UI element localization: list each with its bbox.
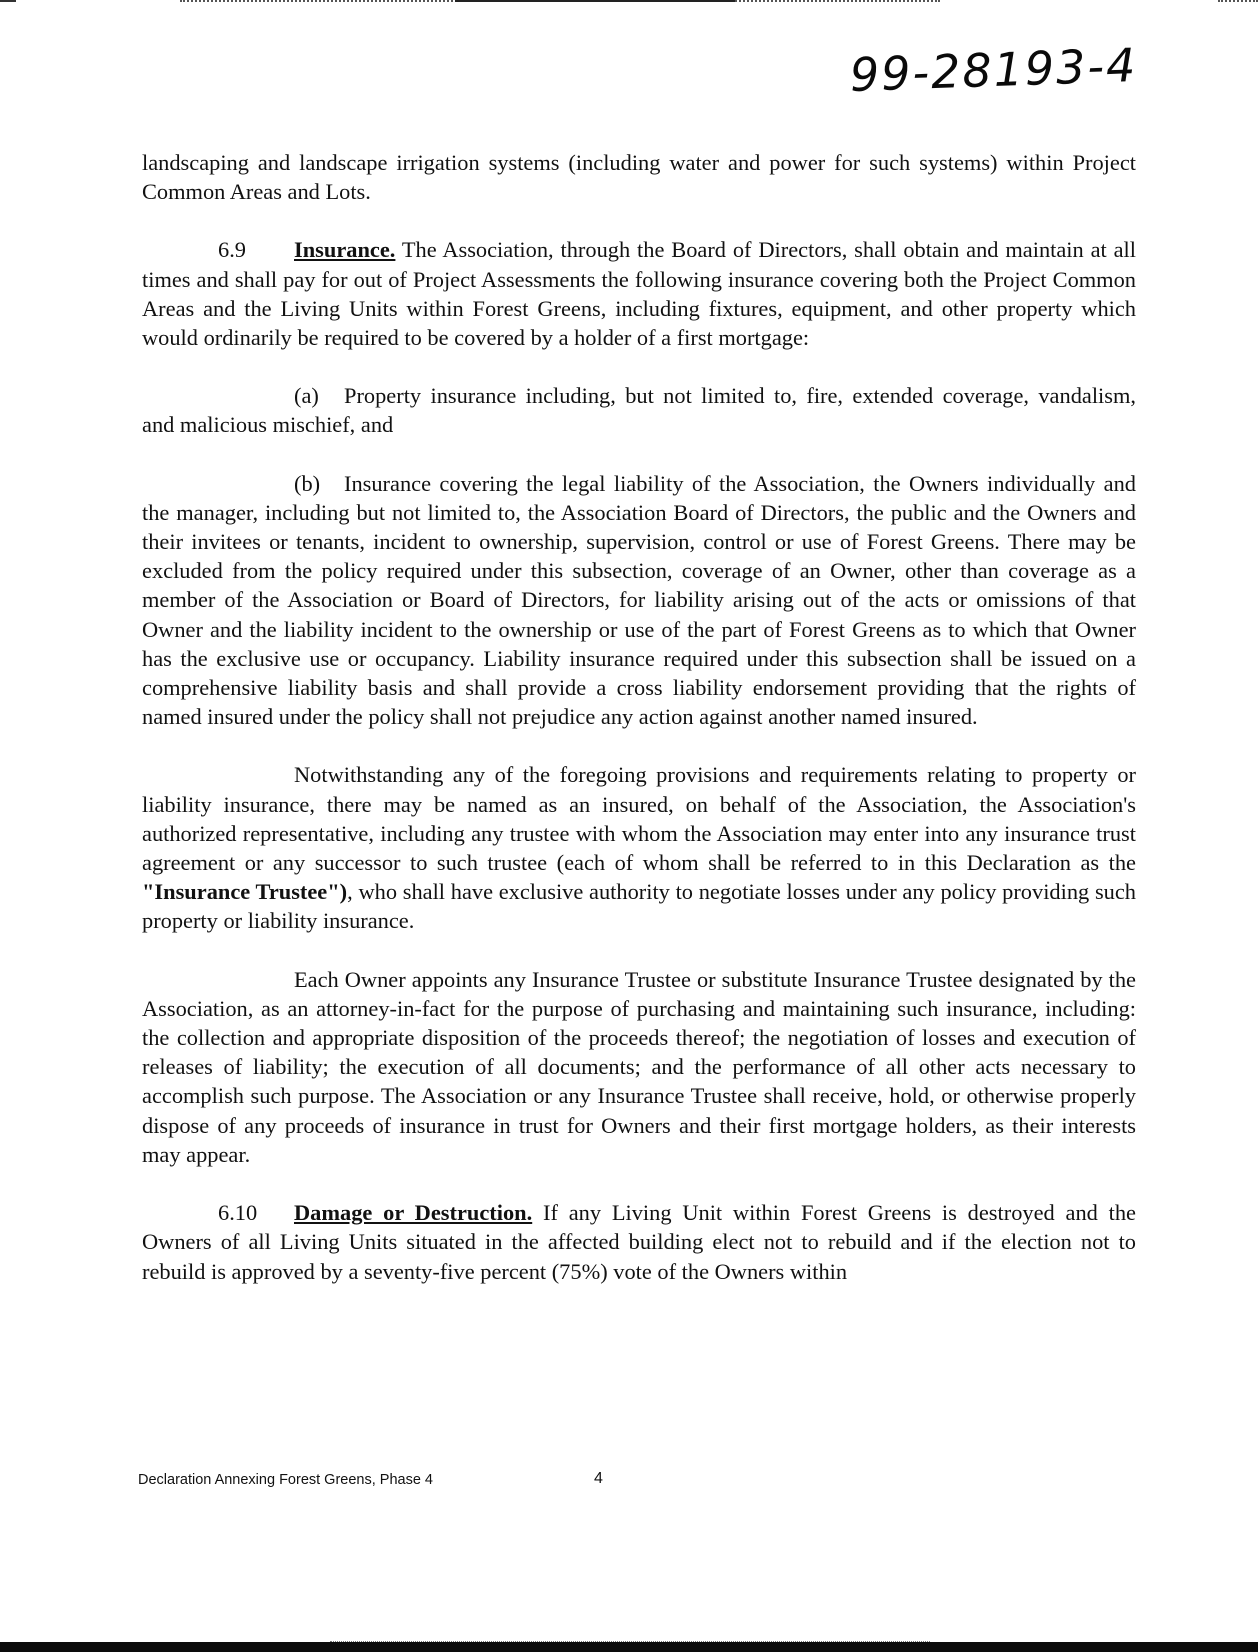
subsection-a — [142, 381, 1136, 439]
scan-edge-bar-bottom — [0, 1642, 1258, 1652]
footer-document-title: Declaration Annexing Forest Greens, Phase 4 — [138, 1472, 433, 1488]
subsection-b-text: Insurance covering the legal liability of the Association, the Owners individually and the manager, including but not limited to, the Association Board of Directors, the public and the Owners and their invitees or tenants, incident to ownership, supervision, control or use of Forest Greens. There may be excluded from the policy required under this subsection, coverage of an Owner, other than coverage as a member of the Association or Board of Directors, for liability arising out of the acts or omissions of that Owner and the liability incident to the ownership or use of the part of Forest Greens as to which that Owner has the exclusive use or occupancy. Liability insurance required under this subsection shall be issued on a comprehensive liability basis and shall provide a cross liability endorsement providing that the rights of named insured under the policy shall not prejudice any action against another named insured. — [142, 470, 1136, 730]
section-heading-damage-or-destruction: Damage or Destruction. — [294, 1200, 533, 1226]
scan-edge-line-top-solid — [455, 0, 735, 2]
subsection-label-a: (a) — [294, 383, 319, 409]
section-heading-insurance: Insurance. — [294, 237, 396, 263]
section-number: 6.9 — [218, 237, 246, 263]
trustee-paragraph-text-start: Notwithstanding any of the foregoing provisions and requirements relating to property or liability insurance, there may be named as an insured, on behalf of the Association, the Association's authorized representative, including any trustee with whom the Association may enter into any insurance trust agreement or any successor to such trustee (each of whom shall be referred to in this Declaration as the — [142, 762, 1136, 876]
scan-edge-mark-left — [0, 0, 16, 2]
subsection-a-text: Property insurance including, but not limited to, fire, extended coverage, vandalism, and malicious mischief, and — [142, 383, 1136, 438]
trustee-paragraph-text-end: , who shall have exclusive authority to negotiate losses under any policy providing such property or liability insurance. — [142, 879, 1136, 934]
section-6-10-paragraph — [142, 1198, 1136, 1286]
attorney-in-fact-paragraph: Each Owner appoints any Insurance Trustee or substitute Insurance Trustee designated by the Association, as an attorney-in-fact for the purpose of purchasing and maintaining such insurance, including: the collection and appropriate disposition of the proceeds thereof; the negotiation of losses and execution of releases of liability; the execution of all documents; and the performance of all other acts necessary to accomplish such purpose. The Association or any Insurance Trustee shall receive, hold, or otherwise properly dispose of any proceeds of insurance in trust for Owners and their first mortgage holders, as their interests may appear. — [142, 966, 1136, 1167]
document-body — [142, 148, 1136, 1315]
subsection-label-b: (b) — [294, 470, 321, 496]
handwritten-recording-number: 99-28193-4 — [849, 37, 1139, 102]
section-6-9-intro — [142, 235, 1136, 352]
scan-edge-mark-right — [1218, 0, 1258, 2]
defined-term-insurance-trustee: "Insurance Trustee") — [142, 879, 348, 905]
section-6-9-intro-text: The Association, through the Board of Directors, shall obtain and maintain at all times and shall pay for out of Project Assessments the following insurance covering both the Project Common Areas and the Living Units within Forest Greens, including fixtures, equipment, and other property which would ordinarily be required to be covered by a holder of a first mortgage: — [142, 237, 1136, 351]
continuation-paragraph: landscaping and landscape irrigation systems (including water and power for such systems) within Project Common Areas and Lots. — [142, 150, 1136, 205]
section-number: 6.10 — [218, 1200, 258, 1226]
section-6-10-text: If any Living Unit within Forest Greens is destroyed and the Owners of all Living Units situated in the affected building elect not to rebuild and if the election not to rebuild is approved by a seventy-five percent (75%) vote of the Owners within — [142, 1200, 1136, 1284]
page-number: 4 — [594, 1470, 603, 1487]
insurance-trustee-paragraph — [142, 760, 1136, 935]
subsection-b — [142, 469, 1136, 732]
